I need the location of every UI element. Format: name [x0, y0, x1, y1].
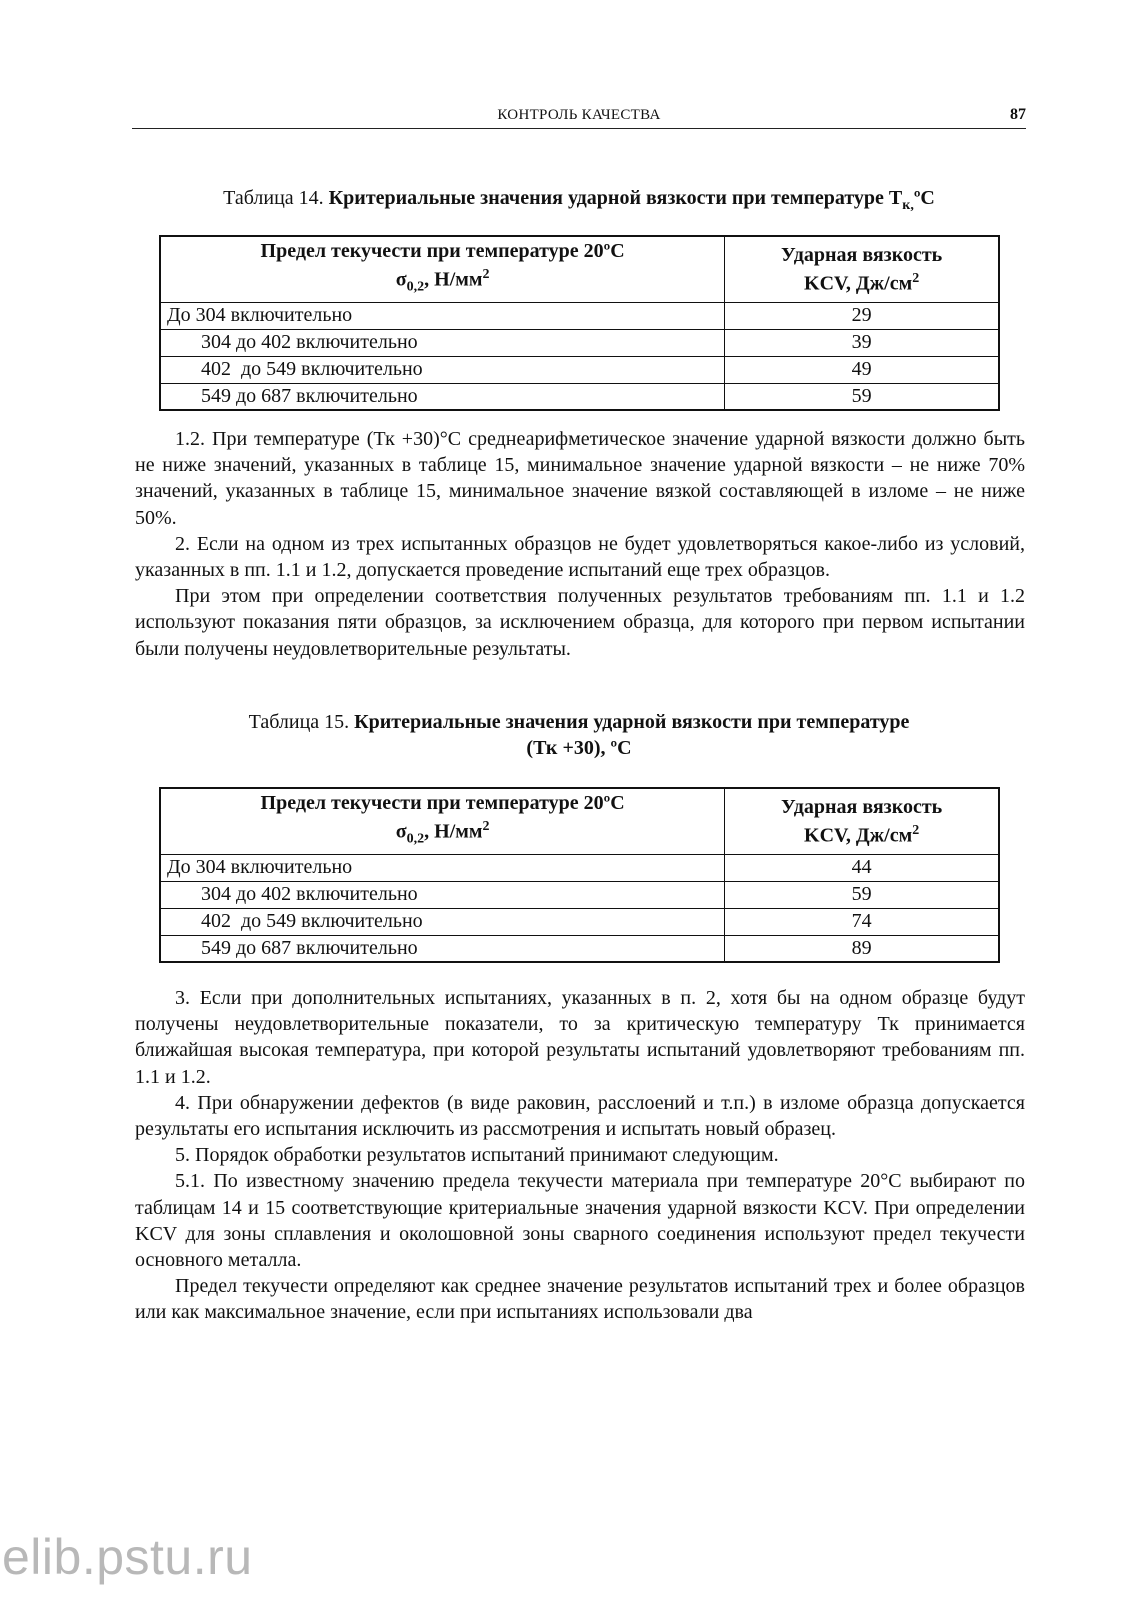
table-row [160, 356, 999, 383]
table14-col2-header-line1: Ударная вязкость [780, 244, 943, 266]
table14-col2-header [725, 236, 999, 302]
table14-value: 59 [725, 383, 999, 410]
table14-value: 49 [725, 356, 999, 383]
table14-value: 39 [725, 329, 999, 356]
table14-header-row [160, 236, 999, 302]
table-row [160, 908, 999, 935]
paragraph: 2. Если на одном из трех испытанных образцов не будет удовлетворяться какое-либо из условий, указанных в пп. 1.1 и 1.2, допускается проведение испытаний еще трех образцов. [135, 532, 1025, 582]
table15-value: 89 [725, 935, 999, 962]
table15-col2-header-sup: 2 [912, 823, 920, 838]
table-row [160, 881, 999, 908]
paragraph: Предел текучести определяют как среднее значение результатов испытаний трех и более образцов или как максимальное значение, если при испытаниях использовали два [135, 1275, 1025, 1324]
table15-col1-header [160, 788, 725, 854]
table15-caption-title: Критериальные значения ударной вязкости при температуре [354, 711, 910, 733]
table14-col2-header-sup: 2 [912, 271, 920, 286]
table14-range: До 304 включительно [160, 302, 725, 329]
table15-range: 549 до 687 включительно [160, 935, 725, 962]
table15-range: До 304 включительно [160, 854, 725, 881]
table-row [160, 302, 999, 329]
running-header [132, 106, 1026, 129]
paragraph: 4. При обнаружении дефектов (в виде раковин, расслоений и т.п.) в изломе образца допускается результаты его испытания исключить из рассмотрения и испытать новый образец. [135, 1091, 1025, 1141]
table15-col1-header-sub: 0,2 [406, 831, 425, 847]
table14-caption-prefix: Таблица 14. [223, 187, 329, 209]
table14-value: 29 [725, 302, 999, 329]
table15-caption-prefix: Таблица 15. [248, 711, 355, 733]
table15-value: 44 [725, 854, 999, 881]
table15-range: 402 до 549 включительно [160, 908, 725, 935]
table14-caption [132, 185, 1026, 219]
table14-range: 304 до 402 включительно [160, 329, 725, 356]
table15-header-row [160, 788, 999, 854]
table14 [159, 235, 1000, 411]
table15-caption [132, 709, 1026, 761]
running-header-title: КОНТРОЛЬ КАЧЕСТВА [497, 107, 661, 123]
table14-col2-header-unit: KCV, Дж/см [804, 272, 913, 295]
table14-col1-header-unit: , Н/мм [424, 268, 483, 291]
page-number: 87 [1010, 106, 1026, 123]
table15-col1-header-line1: Предел текучести при температуре 20ºС [260, 792, 625, 814]
table15 [159, 787, 1000, 963]
table15-col2-header-line1: Ударная вязкость [780, 796, 943, 818]
table14-col1-header [160, 236, 725, 302]
table14-caption-sub: к, [902, 198, 914, 213]
table-row [160, 935, 999, 962]
table15-value: 74 [725, 908, 999, 935]
table15-col2-header-unit: KCV, Дж/см [804, 824, 913, 847]
table15-col1-header-sym: σ [395, 820, 407, 843]
table-row [160, 854, 999, 881]
table14-range: 402 до 549 включительно [160, 356, 725, 383]
table15-col1-header-sup: 2 [482, 819, 490, 834]
paragraph: 5.1. По известному значению предела текучести материала при температуре 20°С выбирают по таблицам 14 и 15 соответствующие критериальные значения ударной вязкости KCV. При определении KCV для зоны сплавления и околошовной зоны сварного соединения используют предел текучести основного металла. [135, 1170, 1025, 1272]
body-text-2 [135, 985, 1025, 1326]
table14-caption-title: Критериальные значения ударной вязкости при температуре Т [328, 187, 903, 209]
table15-col1-header-unit: , Н/мм [424, 820, 483, 843]
table14-col1-header-line1: Предел текучести при температуре 20ºС [260, 240, 625, 262]
paragraph: 3. Если при дополнительных испытаниях, указанных в п. 2, хотя бы на одном образце будут получены неудовлетворительные показатели, то за критическую температуру Тк принимается ближайшая высокая температура, при которой результаты испытаний удовлетворяют требованиям пп. 1.1 и 1.2. [135, 987, 1025, 1088]
table14-col1-header-sym: σ [395, 268, 407, 291]
table14-col1-header-sup: 2 [482, 267, 490, 282]
table15-range: 304 до 402 включительно [160, 881, 725, 908]
table14-col1-header-sub: 0,2 [406, 279, 425, 295]
body-text-1 [135, 426, 1025, 662]
table-row [160, 383, 999, 410]
table15-col2-header [725, 788, 999, 854]
paragraph: При этом при определении соответствия полученных результатов требованиям пп. 1.1 и 1.2 используют показания пяти образцов, за исключением образца, для которого при первом испытании были получены неудовлетворительные результаты. [135, 585, 1025, 660]
paragraph: 5. Порядок обработки результатов испытаний принимают следующим. [175, 1144, 779, 1167]
table15-value: 59 [725, 881, 999, 908]
table15-caption-title-line2: (Тк +30), ºС [526, 737, 632, 759]
table14-range: 549 до 687 включительно [160, 383, 725, 410]
table14-caption-unit: ºС [913, 187, 935, 209]
table-row [160, 329, 999, 356]
watermark: elib.pstu.ru [2, 1529, 253, 1585]
paragraph: 1.2. При температуре (Тк +30)°С среднеарифметическое значение ударной вязкости должно быть не ниже значений, указанных в таблице 15, минимальное значение ударной вязкости – не ниже 70% значений, указанных в таблице 15, минимальное значение вязкой составляющей в изломе – не ниже 50%. [135, 428, 1025, 529]
